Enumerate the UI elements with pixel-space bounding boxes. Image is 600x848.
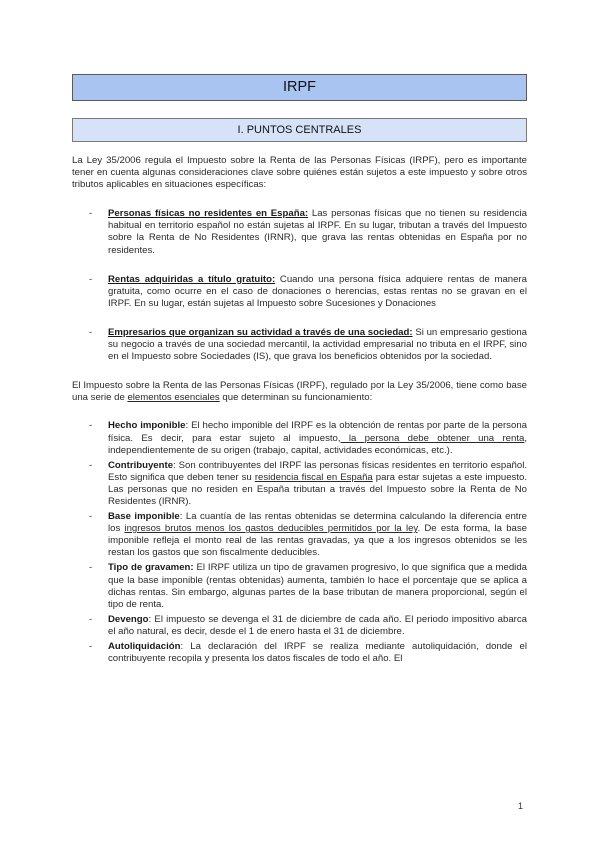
list-item	[72, 641, 527, 665]
elements-intro-before: El Impuesto sobre la Renta de las Personas Físicas (IRPF), regulado por la Ley 35/2006, tiene como base una serie de	[72, 380, 527, 404]
item-term: Base imponible	[108, 511, 180, 523]
bullet-dash: -	[89, 511, 93, 523]
item-text: : La declaración del IRPF se realiza mediante autoliquidación, donde el contribuyente recopila y presenta los datos fiscales de todo el año. El	[108, 641, 527, 665]
item-term: Personas físicas no residentes en España:	[108, 208, 309, 220]
list-item	[72, 327, 527, 363]
elements-link[interactable]: elementos esenciales	[127, 392, 220, 404]
item-text: : El hecho imponible del IRPF es la obtención de rentas por parte de la persona física. Es decir, para estar sujeto al impuesto,	[108, 420, 527, 444]
document-body	[72, 155, 527, 668]
page-number: 1	[518, 801, 524, 811]
item-term: Devengo	[108, 613, 149, 625]
list-item	[72, 420, 527, 456]
bullet-dash: -	[89, 613, 93, 625]
item-text: Cuando una persona física adquiere rentas de manera gratuita, como ocurre en el caso de donaciones o herencias, estas rentas no se gravan en el IRPF. En su lugar, están sujetas al Impuesto sobre Sucesiones y Donaciones	[108, 273, 528, 309]
bullet-dash: -	[89, 459, 93, 471]
list-item	[72, 614, 527, 638]
item-underlined: la persona debe obtener una renta	[340, 432, 525, 444]
document-title: IRPF	[72, 74, 527, 101]
item-term: Rentas adquiridas a título gratuito:	[108, 273, 276, 285]
elements-list	[72, 420, 527, 665]
bullet-dash: -	[89, 208, 93, 220]
elements-intro-paragraph	[72, 380, 527, 404]
item-text-end: para estar sujetas a este impuesto. Las personas que no residen en España tributan a través del Impuesto sobre la Renta de No Residentes (IRNR).	[108, 471, 528, 507]
item-term: Autoliquidación	[108, 641, 181, 652]
bullet-dash: -	[89, 273, 93, 285]
bullet-dash: -	[89, 326, 93, 338]
item-term: Contribuyente	[108, 459, 174, 471]
item-text: : La cuantía de las rentas obtenidas se determina calculando la diferencia entre los	[108, 511, 527, 535]
item-text-end: , independientemente de su origen (trabajo, capital, actividades económicas, etc.).	[108, 432, 527, 456]
item-underlined: residencia fiscal en España	[254, 471, 373, 483]
item-text: : El impuesto se devenga el 31 de diciembre de cada año. El periodo impositivo abarca el año natural, es decir, desde el 1 de enero hasta el 31 de diciembre.	[108, 613, 527, 637]
item-term: Tipo de gravamen:	[108, 562, 194, 574]
item-text: El IRPF utiliza un tipo de gravamen progresivo, lo que significa que a medida que la base imponible (rentas obtenidas) aumenta, también lo hace el porcentaje que se aplica a dichas rentas. Sin embargo, algunas partes de la base tributan de manera proporcional, según el tipo de renta.	[108, 562, 527, 610]
bullet-dash: -	[89, 562, 93, 574]
section-heading: I. PUNTOS CENTRALES	[72, 118, 527, 142]
considerations-list	[72, 208, 527, 363]
item-text: : Son contribuyentes del IRPF las personas físicas residentes en territorio español. Esto significa que deben tener su	[108, 459, 527, 483]
item-text: Si un empresario gestiona su negocio a través de una sociedad mercantil, la actividad empresarial no tributa en el IRPF, sino en el Impuesto sobre Sociedades (IS), que grava los beneficios obtenidos por la sociedad.	[108, 326, 527, 363]
item-text-end: . De esta forma, la base imponible refleja el monto real de las rentas gravadas, ya que a los ingresos obtenidos se les restan los gastos que son fiscalmente deducibles.	[108, 523, 528, 559]
intro-paragraph: La Ley 35/2006 regula el Impuesto sobre la Renta de las Personas Físicas (IRPF), pero es importante tener en cuenta algunas consideraciones clave sobre quiénes están sujetos a este impuesto y sobre otros tributos aplicables en situaciones específicas:	[72, 155, 527, 191]
item-term: Empresarios que organizan su actividad a través de una sociedad:	[108, 326, 413, 338]
list-item	[72, 511, 527, 559]
bullet-dash: -	[89, 420, 93, 432]
item-term: Hecho imponible	[108, 420, 186, 432]
item-underlined: ingresos brutos menos los gastos deducibles permitidos por la ley	[124, 523, 418, 535]
item-text: Las personas físicas que no tienen su residencia habitual en territorio español no están sujetas al IRPF. En su lugar, tributan a través del Impuesto sobre la Renta de No Residentes (IRNR), que grava las rentas obtenidas en España por no residentes.	[108, 208, 527, 256]
elements-intro-after: que determinan su funcionamiento:	[219, 392, 373, 404]
list-item	[72, 274, 527, 310]
bullet-dash: -	[89, 641, 93, 652]
list-item	[72, 460, 527, 508]
list-item	[72, 208, 527, 256]
list-item	[72, 562, 527, 610]
